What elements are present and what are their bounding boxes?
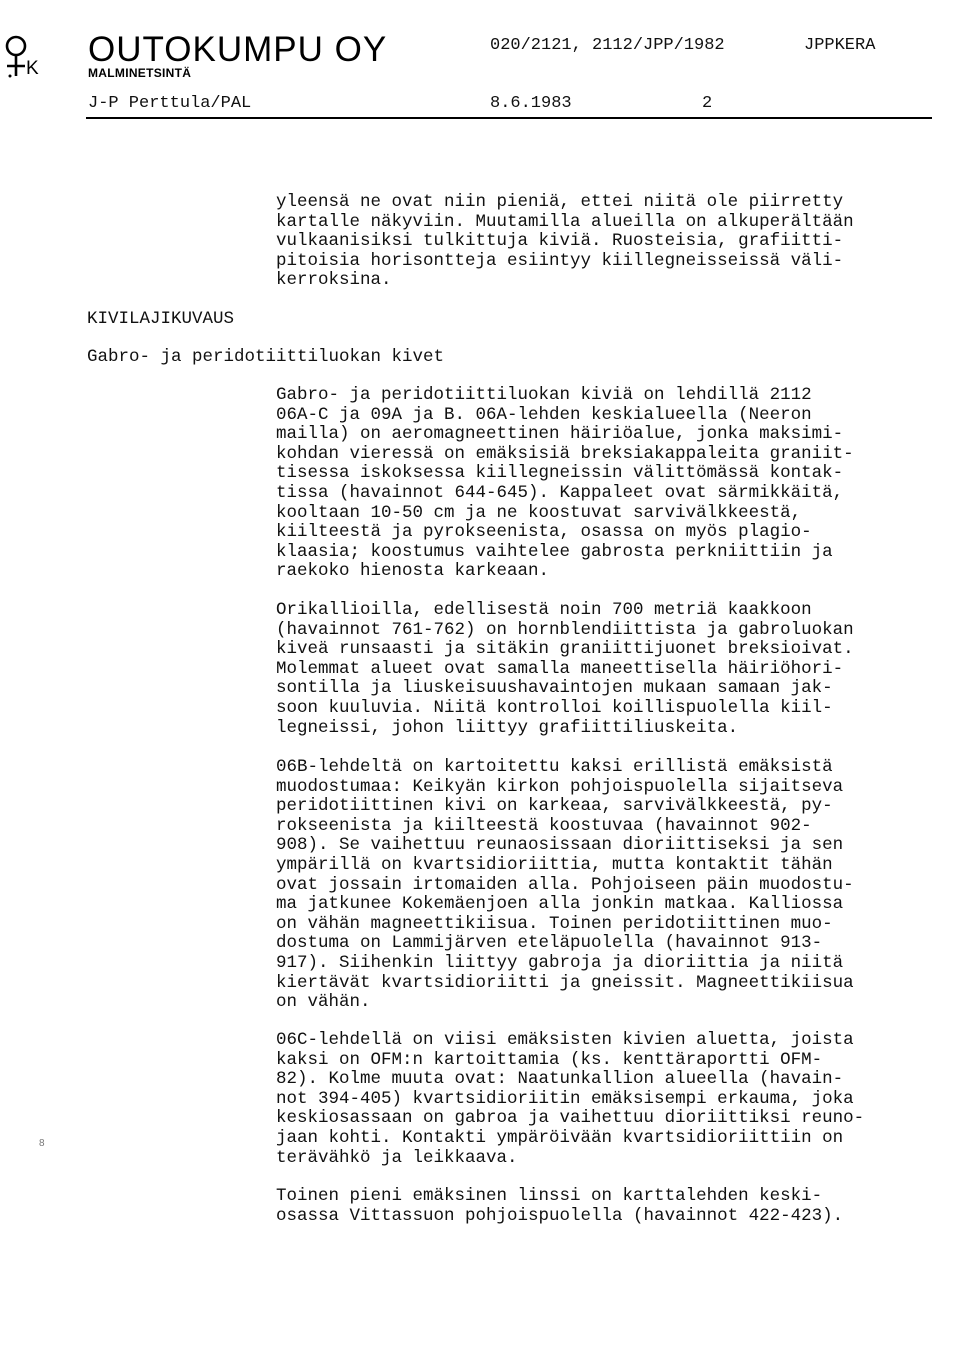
author: J-P Perttula/PAL — [88, 94, 252, 113]
document-date: 8.6.1983 — [490, 94, 572, 113]
header-rule — [86, 117, 932, 119]
section-heading: KIVILAJIKUVAUS — [87, 309, 235, 329]
document-reference: 020/2121, 2112/JPP/1982 — [490, 36, 725, 55]
company-logo-icon — [4, 34, 84, 84]
page-number: 2 — [702, 94, 713, 113]
paragraph-orikallio: Orikallioilla, edellisestä noin 700 metriä kaakkoon (havainnot 761-762) on hornblendiittista ja gabroluokan kiveä runsaasti ja sitäkin graniittijuonet breksioivat. Molemmat alueet ovat samalla maneettisella häiriöhori- sontilla ja liuskeisuushavaintojen mukaan samaan jak- soon kuuluvia. Niitä kontrolloi koillispuolella kiil- legneissi, johon liittyy grafiittiliuskeita. — [276, 600, 854, 738]
paragraph-06b: 06B-lehdeltä on kartoitettu kaksi erillistä emäksistä muodostumaa: Keikyän kirkon pohjoispuolella sijaitseva peridotiittinen kivi on karkeaa, sarvivälkkeestä, py- rokseenista ja kiilteestä koostuvaa (havainnot 902- 908). Se vaihettuu reunaosissaan dioriittiseksi ja sen ympärillä on kvartsidioriittia, mutta kontaktit tähän ovat jossain irtomaiden alla. Pohjoiseen päin muodostu- ma jatkunee Kokemäenjoen alla jonkin matkaa. Kalliossa on vähän magneettikiisua. Toinen peridotiittinen muo- dostuma on Lammijärven eteläpuolella (havainnot 913- 917). Siihenkin liittyy gabroja ja dioriittia ja niitä kiertävät kvartsidioriitti ja gneissit. Magneettikiisua on vähän. — [276, 757, 854, 1013]
document-code: JPPKERA — [804, 36, 876, 55]
paragraph-06a: Gabro- ja peridotiittiluokan kiviä on lehdillä 2112 06A-C ja 09A ja B. 06A-lehden keskialueella (Neeron mailla) on aeromagneettinen häiriöalue, jonka maksimi- kohdan vieressä on emäksisiä breksiakappaleita graniit- tisessa iskoksessa kiillegneissin välittömässä kontak- tissa (havainnot 644-645). Kappaleet ovat särmikkäitä, kooltaan 10-50 cm ja ne koostuvat sarvivälkkeestä, kiilteestä ja pyrokseenista, osassa on myös plagio- klaasia; koostumus vaihtelee gabrosta perkniittiin ja raekoko hienosta karkeaan. — [276, 385, 854, 582]
paragraph-06c: 06C-lehdellä on viisi emäksisten kivien aluetta, joista kaksi on OFM:n kartoittamia (ks. kenttäraportti OFM- 82). Kolme muuta ovat: Naatunkallion alueella (havain- not 394-405) kvartsidioriitin emäksisempi erkauma, joka keskiosassaan on gabroa ja vaihettuu dioriittiksi reuno- jaan kohti. Kontakti ympäröivään kvartsidioriittiin on terävähkö ja leikkaava. — [276, 1030, 865, 1168]
division-name: MALMINETSINTÄ — [88, 66, 192, 80]
company-name: OUTOKUMPU OY — [88, 30, 388, 69]
paragraph-vittassuo: Toinen pieni emäksinen linssi on karttalehden keski- osassa Vittassuon pohjoispuolella (havainnot 422-423). — [276, 1186, 844, 1226]
subsection-heading: Gabro- ja peridotiittiluokan kivet — [87, 347, 445, 367]
paragraph-intro-continuation: yleensä ne ovat niin pieniä, ettei niitä ole piirretty kartalle näkyviin. Muutamilla alueilla on alkuperältään vulkaanisiksi tulkittuja kiviä. Ruosteisia, grafiitti- pitoisia horisontteja esiintyy kiillegneisseissä väli- kerroksina. — [276, 192, 854, 291]
logo-letter: K — [26, 58, 39, 79]
margin-mark: 8 — [39, 1138, 45, 1149]
